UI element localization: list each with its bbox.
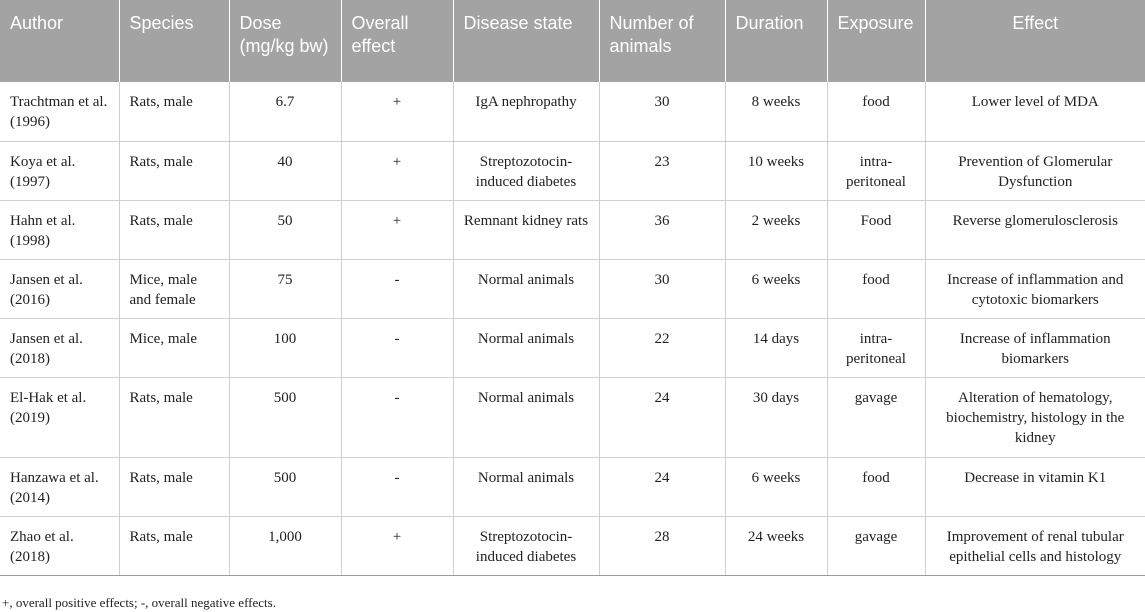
table-row [0, 457, 1145, 516]
cell-species: Rats, male [119, 457, 229, 516]
cell-dose: 75 [229, 259, 341, 318]
cell-duration: 14 days [725, 318, 827, 377]
cell-disease-state: Normal animals [453, 318, 599, 377]
header-overall-effect: Overall effect [341, 0, 453, 82]
cell-exposure: food [827, 82, 925, 141]
table-row [0, 82, 1145, 141]
cell-dose: 1,000 [229, 516, 341, 575]
cell-effect: Increase of inflammation and cytotoxic biomarkers [925, 259, 1145, 318]
cell-author: Hanzawa et al. (2014) [0, 457, 119, 516]
table-row [0, 200, 1145, 259]
cell-species: Rats, male [119, 141, 229, 200]
cell-number-of-animals: 24 [599, 377, 725, 457]
cell-duration: 10 weeks [725, 141, 827, 200]
table-row [0, 259, 1145, 318]
cell-overall-effect: - [341, 259, 453, 318]
cell-number-of-animals: 30 [599, 82, 725, 141]
cell-author: El-Hak et al. (2019) [0, 377, 119, 457]
table-row [0, 377, 1145, 457]
cell-overall-effect: + [341, 200, 453, 259]
cell-exposure: intra-peritoneal [827, 141, 925, 200]
cell-effect: Improvement of renal tubular epithelial cells and histology [925, 516, 1145, 575]
table-footnote: +, overall positive effects; -, overall negative effects. [2, 595, 276, 610]
header-author: Author [0, 0, 119, 82]
header-number-of-animals: Number of animals [599, 0, 725, 82]
cell-number-of-animals: 28 [599, 516, 725, 575]
cell-dose: 500 [229, 377, 341, 457]
table-header-row [0, 0, 1145, 82]
cell-species: Rats, male [119, 82, 229, 141]
cell-duration: 30 days [725, 377, 827, 457]
cell-overall-effect: - [341, 457, 453, 516]
cell-duration: 6 weeks [725, 457, 827, 516]
cell-author: Trachtman et al. (1996) [0, 82, 119, 141]
cell-species: Rats, male [119, 200, 229, 259]
cell-author: Zhao et al. (2018) [0, 516, 119, 575]
cell-dose: 40 [229, 141, 341, 200]
table-row [0, 318, 1145, 377]
cell-overall-effect: - [341, 318, 453, 377]
cell-duration: 6 weeks [725, 259, 827, 318]
cell-duration: 24 weeks [725, 516, 827, 575]
table-row [0, 141, 1145, 200]
cell-number-of-animals: 22 [599, 318, 725, 377]
header-dose: Dose (mg/kg bw) [229, 0, 341, 82]
cell-effect: Lower level of MDA [925, 82, 1145, 141]
cell-overall-effect: + [341, 82, 453, 141]
cell-overall-effect: + [341, 516, 453, 575]
cell-exposure: food [827, 259, 925, 318]
cell-effect: Prevention of Glomerular Dysfunction [925, 141, 1145, 200]
cell-dose: 6.7 [229, 82, 341, 141]
cell-exposure: gavage [827, 516, 925, 575]
cell-disease-state: Normal animals [453, 259, 599, 318]
cell-number-of-animals: 23 [599, 141, 725, 200]
cell-species: Mice, male and female [119, 259, 229, 318]
cell-exposure: Food [827, 200, 925, 259]
cell-disease-state: Streptozotocin-induced diabetes [453, 516, 599, 575]
cell-author: Jansen et al. (2016) [0, 259, 119, 318]
cell-disease-state: Normal animals [453, 457, 599, 516]
cell-duration: 8 weeks [725, 82, 827, 141]
cell-author: Hahn et al.(1998) [0, 200, 119, 259]
table-row [0, 516, 1145, 575]
header-exposure: Exposure [827, 0, 925, 82]
cell-effect: Reverse glomerulosclerosis [925, 200, 1145, 259]
header-species: Species [119, 0, 229, 82]
cell-number-of-animals: 30 [599, 259, 725, 318]
cell-duration: 2 weeks [725, 200, 827, 259]
cell-overall-effect: + [341, 141, 453, 200]
cell-effect: Alteration of hematology, biochemistry, histology in the kidney [925, 377, 1145, 457]
header-disease-state: Disease state [453, 0, 599, 82]
cell-dose: 50 [229, 200, 341, 259]
cell-number-of-animals: 36 [599, 200, 725, 259]
cell-species: Rats, male [119, 377, 229, 457]
cell-number-of-animals: 24 [599, 457, 725, 516]
cell-species: Rats, male [119, 516, 229, 575]
cell-effect: Increase of inflammation biomarkers [925, 318, 1145, 377]
cell-disease-state: IgA nephropathy [453, 82, 599, 141]
cell-dose: 100 [229, 318, 341, 377]
cell-exposure: intra-peritoneal [827, 318, 925, 377]
cell-exposure: food [827, 457, 925, 516]
header-effect: Effect [925, 0, 1145, 82]
header-duration: Duration [725, 0, 827, 82]
cell-effect: Decrease in vitamin K1 [925, 457, 1145, 516]
cell-disease-state: Remnant kidney rats [453, 200, 599, 259]
cell-dose: 500 [229, 457, 341, 516]
cell-disease-state: Normal animals [453, 377, 599, 457]
cell-author: Jansen et al. (2018) [0, 318, 119, 377]
cell-disease-state: Streptozotocin-induced diabetes [453, 141, 599, 200]
cell-species: Mice, male [119, 318, 229, 377]
cell-exposure: gavage [827, 377, 925, 457]
cell-overall-effect: - [341, 377, 453, 457]
cell-author: Koya et al. (1997) [0, 141, 119, 200]
